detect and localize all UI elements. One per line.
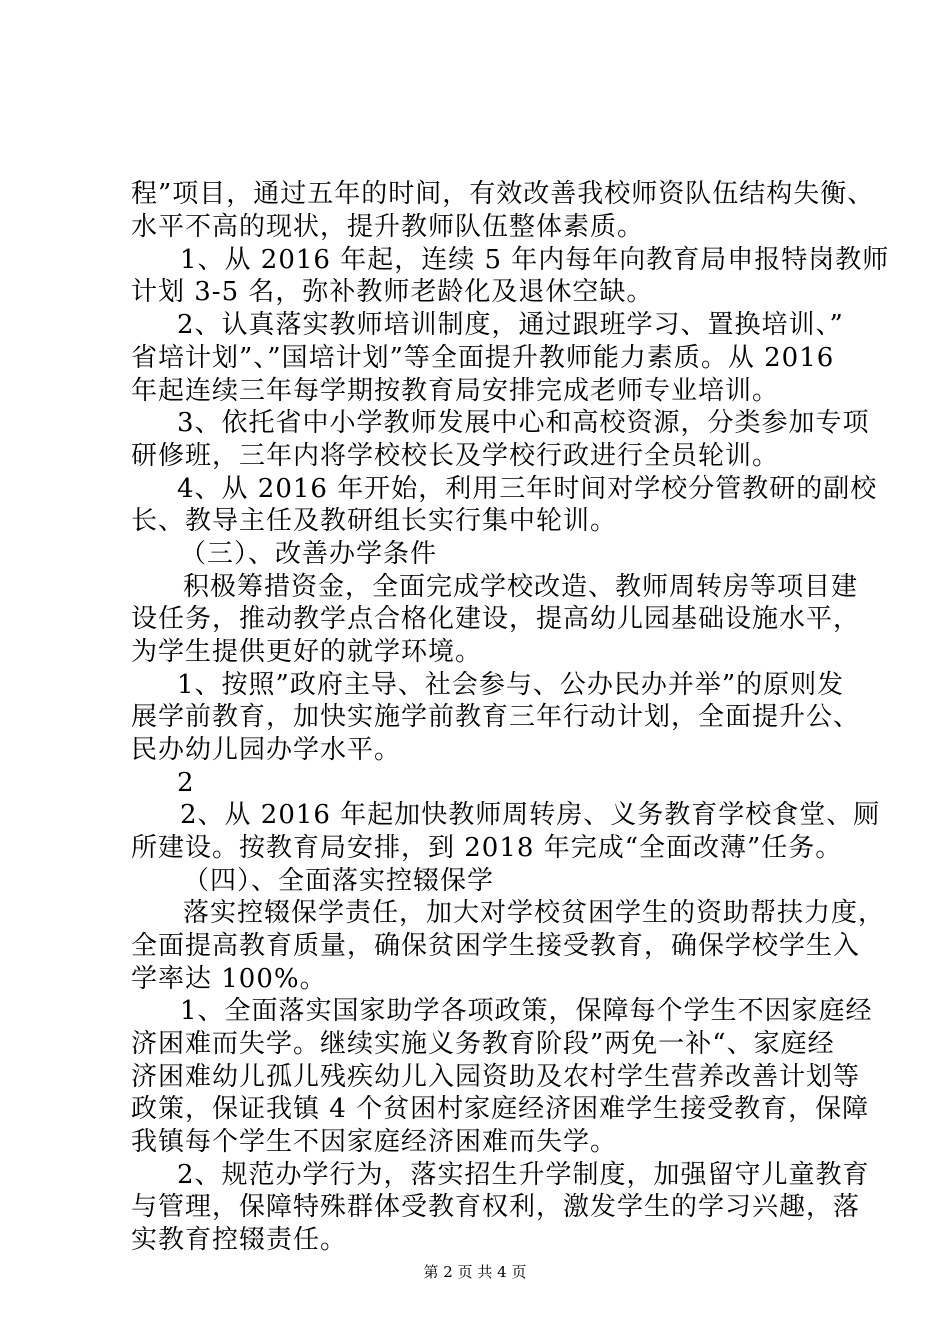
text-line: 设任务，推动教学点合格化建设，提高幼儿园基础设施水平， xyxy=(131,604,861,634)
text-line: 为学生提供更好的就学环境。 xyxy=(131,637,483,667)
page-footer: 第 2 页 共 4 页 xyxy=(423,1263,527,1281)
text-line: 1、按照”政府主导、社会参与、公办民办并举”的原则发 xyxy=(177,670,845,700)
text-line: 济困难幼儿孤儿残疾幼儿入园资助及农村学生营养改善计划等 xyxy=(131,1062,861,1092)
text-line: 长、教导主任及教研组长实行集中轮训。 xyxy=(131,506,618,536)
text-line: 水平不高的现状，提升教师队伍整体素质。 xyxy=(131,212,645,242)
text-line: 学率达 100%。 xyxy=(131,964,327,994)
text-line: 所建设。按教育局安排，到 2018 年完成“全面改薄”任务。 xyxy=(131,833,843,863)
text-line: 落实控辍保学责任，加大对学校贫困学生的资助帮扶力度， xyxy=(183,898,886,928)
text-line: 省培计划”、”国培计划”等全面提升教师能力素质。从 2016 xyxy=(131,343,835,373)
text-line: 民办幼儿园办学水平。 xyxy=(131,735,402,765)
section-heading: （四）、全面落实控辍保学 xyxy=(183,866,495,896)
text-line: 计划 3-5 名，弥补教师老龄化及退休空缺。 xyxy=(131,277,654,307)
text-line: 2、规范办学行为，落实招生升学制度，加强留守儿童教育 xyxy=(177,1160,870,1190)
text-line: 3、依托省中小学教师发展中心和高校资源，分类参加专项 xyxy=(177,408,870,438)
text-line: 研修班，三年内将学校校长及学校行政进行全员轮训。 xyxy=(131,441,780,471)
text-line: 4、从 2016 年开始，利用三年时间对学校分管教研的副校 xyxy=(177,474,878,504)
text-line: 1、全面落实国家助学各项政策，保障每个学生不因家庭经 xyxy=(180,996,873,1026)
text-line: 1、从 2016 年起，连续 5 年内每年向教育局申报特岗教师 xyxy=(180,245,890,275)
text-line: 与管理，保障特殊群体受教育权利，激发学生的学习兴趣，落 xyxy=(131,1192,861,1222)
text-line: 济困难而失学。继续实施义务教育阶段”两免一补“、家庭经 xyxy=(131,1029,835,1059)
text-line: 2、从 2016 年起加快教师周转房、义务教育学校食堂、厕 xyxy=(180,800,881,830)
text-line: 全面提高教育质量，确保贫困学生接受教育，确保学校学生入 xyxy=(131,931,861,961)
section-heading: （三）、改善办学条件 xyxy=(180,539,438,569)
text-line: 2、认真落实教师培训制度，通过跟班学习、置换培训、” xyxy=(177,310,844,340)
text-line: 政策，保证我镇 4 个贫困村家庭经济困难学生接受教育，保障 xyxy=(131,1094,870,1124)
text-line: 我镇每个学生不因家庭经济困难而失学。 xyxy=(131,1127,618,1157)
text-line: 积极筹措资金，全面完成学校改造、教师周转房等项目建 xyxy=(183,572,859,602)
text-line: 展学前教育，加快实施学前教育三年行动计划，全面提升公、 xyxy=(131,702,861,732)
text-line: 程”项目，通过五年的时间，有效改善我校师资队伍结构失衡、 xyxy=(131,179,875,209)
text-line: 年起连续三年每学期按教育局安排完成老师专业培训。 xyxy=(131,376,780,406)
text-line: 实教育控辍责任。 xyxy=(131,1225,348,1255)
inline-page-number: 2 xyxy=(177,768,195,798)
